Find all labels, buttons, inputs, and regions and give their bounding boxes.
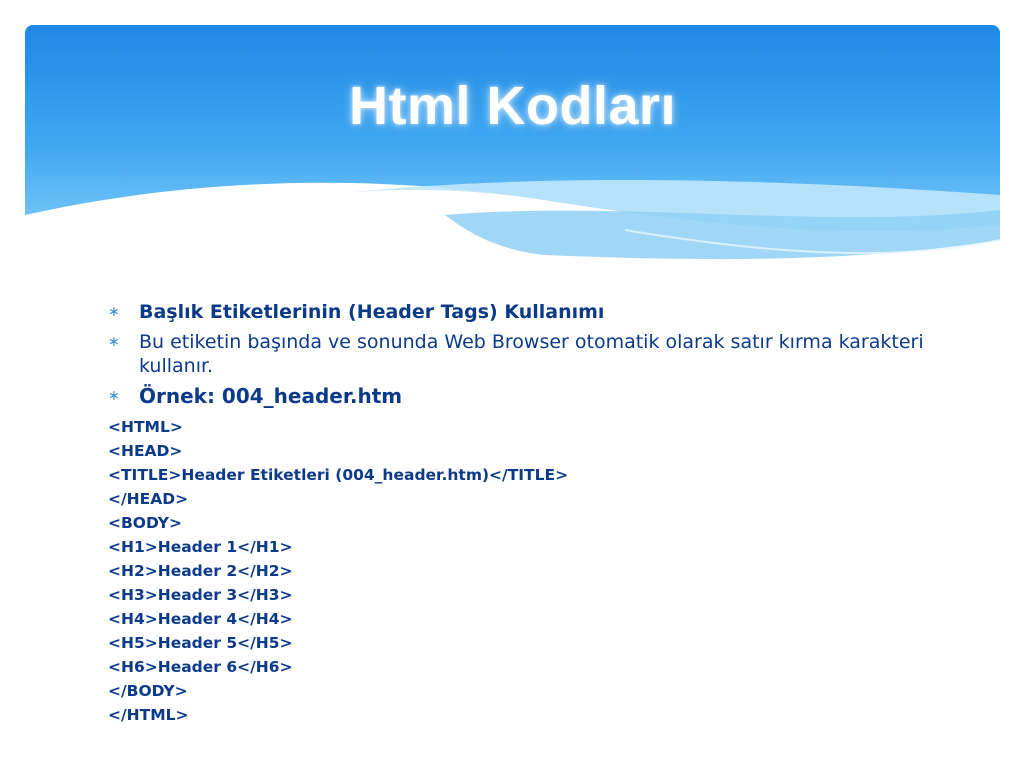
bullet-text: Örnek: 004_header.htm	[139, 384, 403, 408]
code-line: </HEAD>	[108, 490, 189, 508]
bullet-item	[108, 330, 928, 378]
bullet-mark: ∗	[108, 304, 120, 320]
bullet-text: Bu etiketin başında ve sonunda Web Browser otomatik olarak satır kırma karakteri kullanır.	[139, 331, 924, 377]
slide-title: Html Kodları	[348, 76, 677, 136]
code-line: <HEAD>	[108, 442, 183, 460]
bullet-item	[108, 300, 928, 324]
bullet-mark: ∗	[108, 334, 120, 350]
code-line: <HTML>	[108, 418, 183, 436]
code-line: <BODY>	[108, 514, 182, 532]
code-line: <H6>Header 6</H6>	[108, 658, 293, 676]
code-line: <H4>Header 4</H4>	[108, 610, 293, 628]
code-block	[108, 415, 928, 727]
code-line: <H2>Header 2</H2>	[108, 562, 293, 580]
code-line: <H3>Header 3</H3>	[108, 586, 293, 604]
wave-decoration	[25, 25, 1000, 285]
header-band	[25, 25, 1000, 285]
code-line: </BODY>	[108, 682, 188, 700]
code-line: <TITLE>Header Etiketleri (004_header.htm)</TITLE>	[108, 466, 569, 484]
code-line: <H1>Header 1</H1>	[108, 538, 293, 556]
bullet-item	[108, 384, 928, 409]
bullet-text: Başlık Etiketlerinin (Header Tags) Kullanımı	[139, 301, 605, 323]
code-line: </HTML>	[108, 706, 189, 724]
slide-content	[108, 300, 928, 727]
code-line: <H5>Header 5</H5>	[108, 634, 293, 652]
bullet-mark: ∗	[108, 388, 120, 404]
